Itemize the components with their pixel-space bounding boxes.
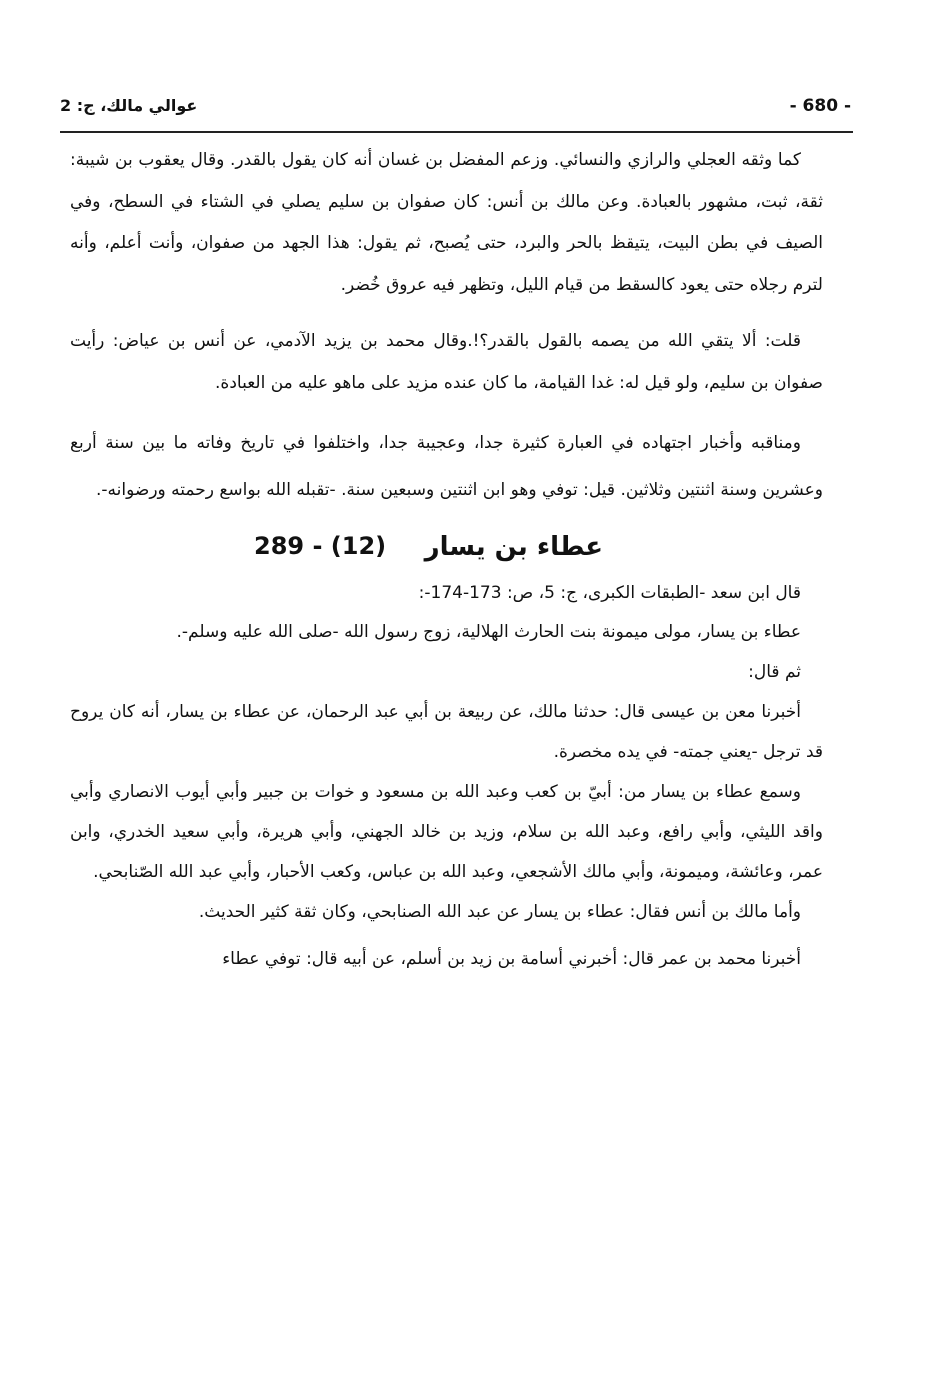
paragraph-author-comment: قلت: ألا يتقي الله من يصمه بالقول بالقدر؟!.وقال محمد بن يزيد الآدمي، عن أنس بن عياض: رأيت صفوان بن سليم، ولو قيل له: غدا القيامة، ما كان عنده مزيد على ماهو عليه من العبادة. <box>70 331 823 394</box>
biography-heading <box>70 524 823 574</box>
paragraph-source-citation: قال ابن سعد -الطبقات الكبرى، ج: 5، ص: 173-174-: <box>418 583 801 604</box>
header-rule <box>60 131 853 133</box>
paragraph-safwan-trust: كما وثقه العجلي والرازي والنسائي. وزعم المفضل بن غسان أنه كان يقول بالقدر. وقال يعقوب بن شيبة: ثقة، ثبت، مشهور بالعبادة. وعن مالك بن أنس: كان صفوان بن سليم يصلي في الشتاء في السطح، وفي الصيف في بطن البيت، يتيقظ بالحر والبرد، حتى يُصبح، ثم يقول: هذا الجهد من صفوان، وأنت أعلم، وأنه لترم رجلاه حتى يعود كالسقط من قيام الليل، وتظهر فيه عروق خُضر. <box>70 150 823 295</box>
heading-name: عطاء بن يسار <box>424 532 603 563</box>
paragraph-death-narration: أخبرنا محمد بن عمر قال: أخبرني أسامة بن زيد بن أسلم، عن أبيه قال: توفي عطاء <box>222 949 801 970</box>
heading-number: 289 - (12) <box>254 532 387 561</box>
paragraph-virtues-death: ومناقبه وأخبار اجتهاده في العبارة كثيرة جدا، وعجيبة جدا، واختلفوا في تاريخ وفاته ما بين سنة أربع وعشرين وسنة اثنتين وثلاثين. قيل: توفي وهو ابن اثنتين وسبعين سنة. -تقبله الله بواسع رحمته ورضوانه-. <box>70 433 823 501</box>
page-header <box>60 96 851 124</box>
paragraph-teachers-list: وسمع عطاء بن يسار من: أبيّ بن كعب وعبد الله بن مسعود و خوات بن جبير وأبي أيوب الانصاري وأبي واقد الليثي، وأبي رافع، وعبد الله بن سلام، وزيد بن خالد الجهني، وأبي هريرة، وأبي سعيد الخدري، وابن عمر، وعائشة، وميمونة، وأبي مالك الأشجعي، وعبد الله بن عباس، وكعب الأحبار، وأبي عبد الله الصّنابحي. <box>70 782 823 883</box>
paragraph-maan-narration: أخبرنا معن بن عيسى قال: حدثنا مالك، عن ربيعة بن أبي عبد الرحمان، عن عطاء بن يسار، أنه كان يروح قد ترجل -يعني جمته- في يده مخصرة. <box>70 702 823 763</box>
page-body <box>70 140 823 979</box>
page-number: - 680 - <box>789 96 851 116</box>
paragraph-malik-statement: وأما مالك بن أنس فقال: عطاء بن يسار عن عبد الله الصنابحي، وكان ثقة كثير الحديث. <box>198 902 801 923</box>
paragraph-ata-intro: عطاء بن يسار، مولى ميمونة بنت الحارث الهلالية، زوج رسول الله -صلى الله عليه وسلم-. <box>176 622 801 643</box>
paragraph-then-said: ثم قال: <box>748 662 801 683</box>
running-title: عوالي مالك، ج: 2 <box>60 96 198 115</box>
